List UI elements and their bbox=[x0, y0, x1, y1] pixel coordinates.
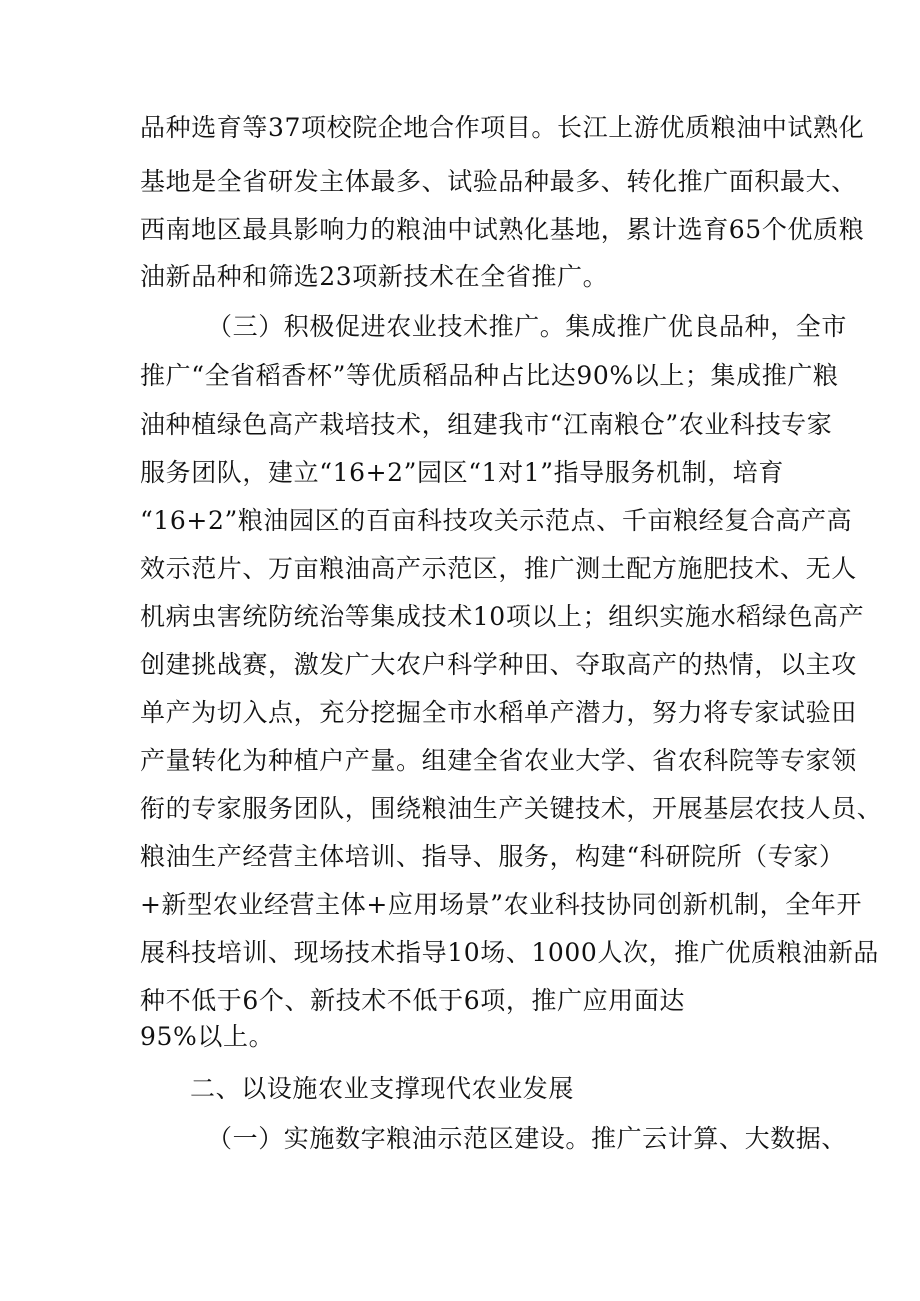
paragraph-line: 油新品种和筛选23项新技术在全省推广。 bbox=[140, 262, 609, 291]
paragraph-line: 粮油生产经营主体培训、指导、服务，构建“科研院所（专家） bbox=[140, 842, 845, 871]
paragraph-line: 西南地区最具影响力的粮油中试熟化基地，累计选育65个优质粮 bbox=[140, 215, 865, 244]
paragraph-line: 单产为切入点，充分挖掘全市水稻单产潜力，努力将专家试验田 bbox=[140, 698, 857, 727]
paragraph-line: 产量转化为种植户产量。组建全省农业大学、省农科院等专家领 bbox=[140, 746, 857, 775]
paragraph-line: 种不低于6个、新技术不低于6项，推广应用面达 bbox=[140, 986, 686, 1015]
paragraph-line: 衔的专家服务团队，围绕粮油生产关键技术，开展基层农技人员、 bbox=[140, 794, 883, 823]
section-heading-two: 二、以设施农业支撑现代农业发展 bbox=[190, 1074, 575, 1103]
paragraph-line: 创建挑战赛，激发广大农户科学种田、夺取高产的热情，以主攻 bbox=[140, 650, 857, 679]
paragraph-line: 油种植绿色高产栽培技术，组建我市“江南粮仓”农业科技专家 bbox=[140, 410, 833, 439]
paragraph-line: +新型农业经营主体+应用场景”农业科技协同创新机制，全年开 bbox=[140, 890, 863, 919]
paragraph-line: “16+2”粮油园区的百亩科技攻关示范点、千亩粮经复合高产高 bbox=[140, 506, 853, 535]
paragraph-line: 效示范片、万亩粮油高产示范区，推广测土配方施肥技术、无人 bbox=[140, 554, 857, 583]
paragraph-line: 服务团队，建立“16+2”园区“1对1”指导服务机制，培育 bbox=[140, 458, 785, 487]
paragraph-line: 推广“全省稻香杯”等优质稻品种占比达90%以上；集成推广粮 bbox=[140, 361, 839, 390]
paragraph-line: 展科技培训、现场技术指导10场、1000人次，推广优质粮油新品 bbox=[140, 938, 880, 967]
paragraph-line: 机病虫害统防统治等集成技术10项以上；组织实施水稻绿色高产 bbox=[140, 602, 865, 631]
subsection-heading-one: （一）实施数字粮油示范区建设。推广云计算、大数据、 bbox=[207, 1124, 848, 1153]
paragraph-line: 95%以上。 bbox=[140, 1022, 275, 1051]
paragraph-line: 基地是全省研发主体最多、试验品种最多、转化推广面积最大、 bbox=[140, 167, 857, 196]
paragraph-line: 品种选育等37项校院企地合作项目。长江上游优质粮油中试熟化 bbox=[140, 113, 865, 142]
section-heading-three: （三）积极促进农业技术推广。集成推广优良品种，全市 bbox=[207, 312, 848, 341]
